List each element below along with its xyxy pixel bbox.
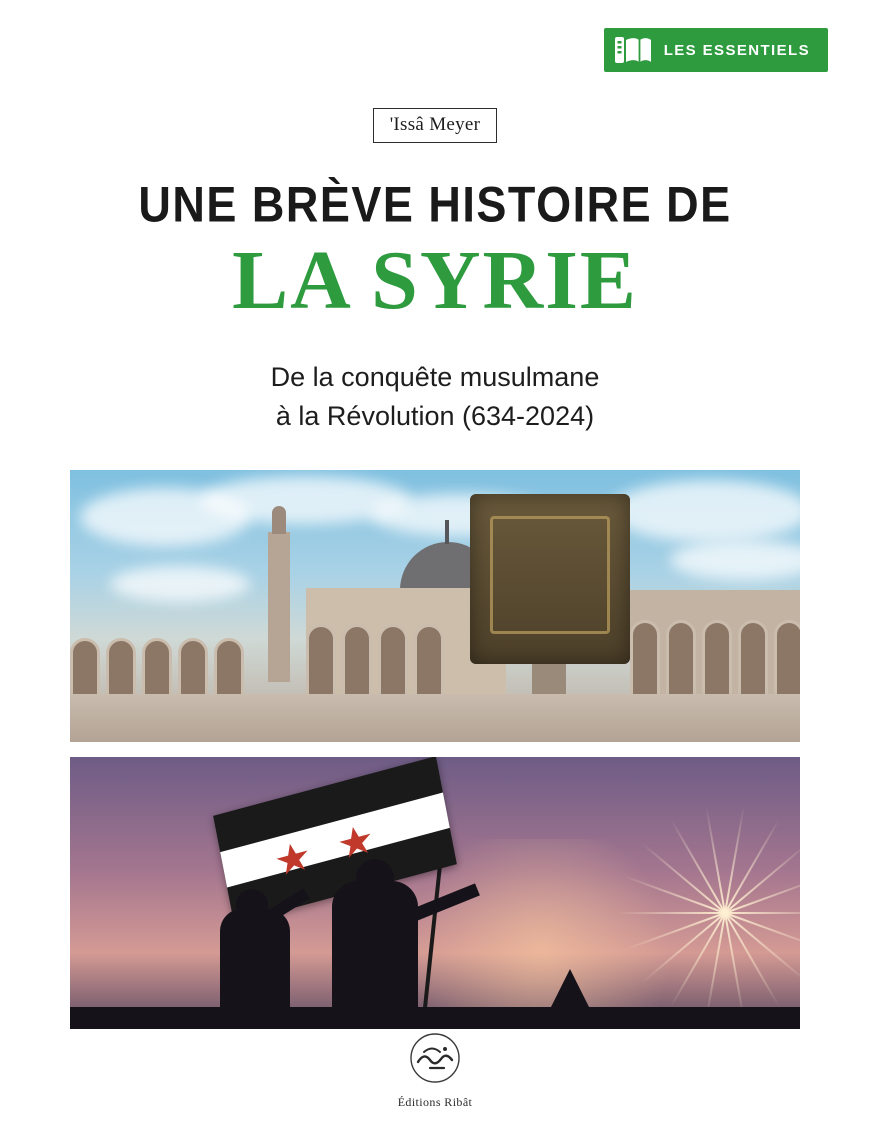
author-block — [0, 108, 870, 143]
publisher-name: Éditions Ribât — [397, 1095, 473, 1109]
arcade-right — [630, 620, 800, 698]
publisher-block — [0, 1032, 870, 1111]
treasury-dome-shape — [470, 494, 630, 664]
subtitle-block — [0, 358, 870, 436]
ribat-arabic-logo — [0, 1032, 870, 1089]
title-line-2: LA SYRIE — [232, 234, 638, 328]
firework-burst — [610, 797, 800, 1027]
subtitle-line-2: à la Révolution (634-2024) — [275, 401, 595, 432]
open-book-icon — [614, 34, 652, 66]
arcade-left — [70, 638, 250, 698]
minaret-shape — [268, 532, 290, 682]
arcade-center — [306, 624, 450, 698]
subtitle-line-1: De la conquête musulmane — [270, 362, 600, 392]
umayyad-mosque-damascus-photo — [70, 470, 800, 742]
author-name: 'Issâ Meyer — [373, 108, 498, 143]
crowd-baseline — [70, 1007, 800, 1029]
title-line-1: UNE BRÈVE HISTOIRE DE — [138, 175, 732, 233]
collection-badge — [604, 28, 828, 72]
syrian-revolution-flag-photo — [70, 757, 800, 1029]
title-block — [0, 175, 870, 328]
collection-label: LES ESSENTIELS — [663, 41, 810, 59]
courtyard-ground — [70, 694, 800, 742]
